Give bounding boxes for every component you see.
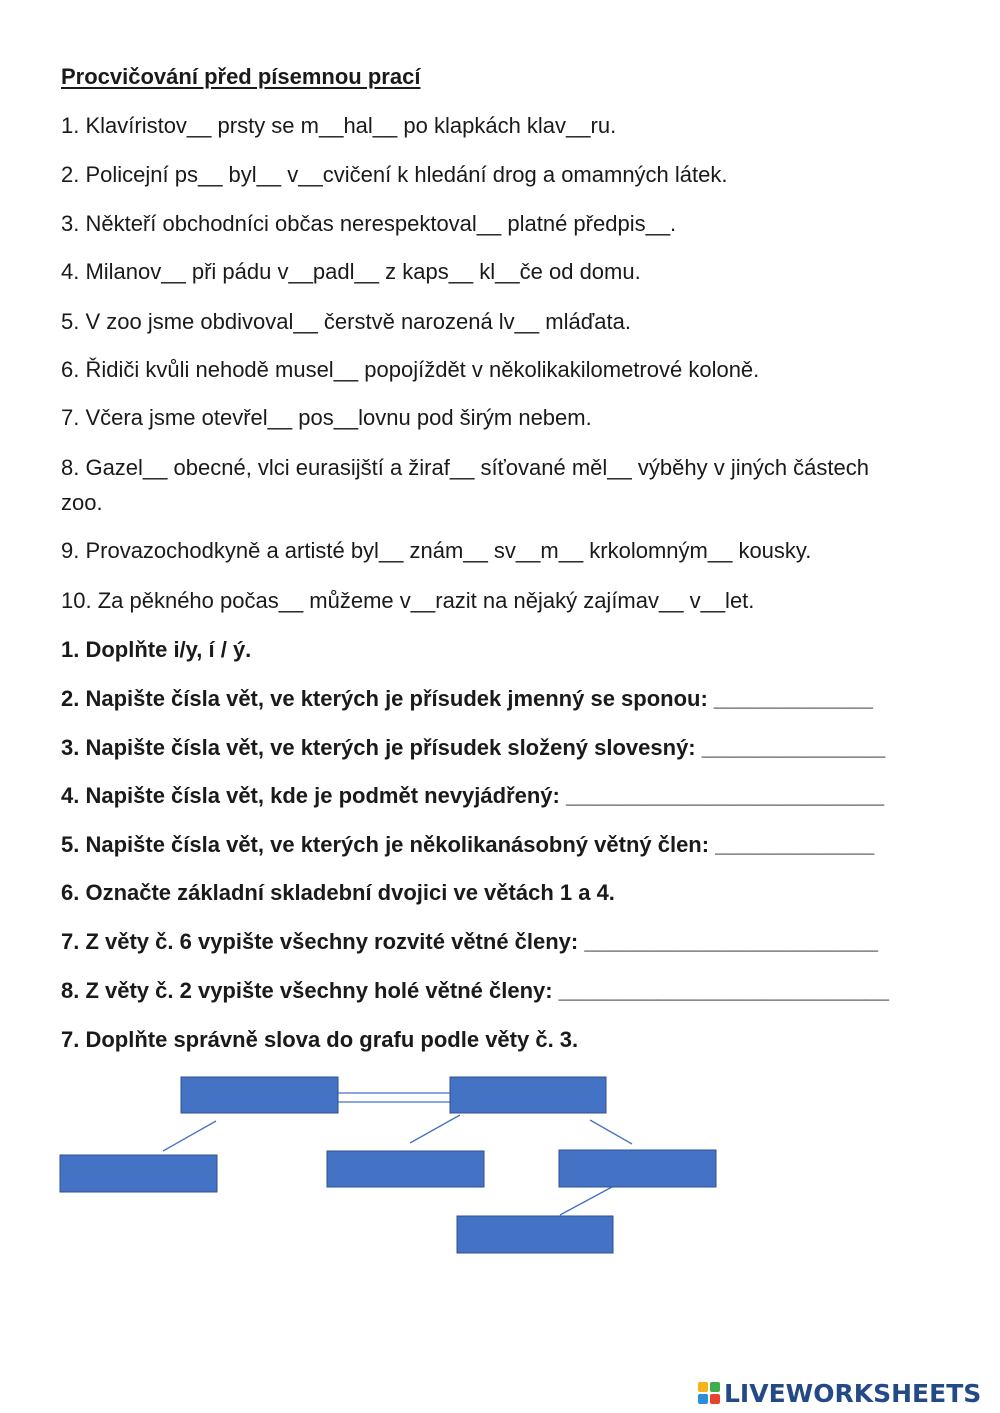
sentence-1: 1. Klavíristov__ prsty se m__hal__ po klapkách klav__ru. [61,113,617,138]
graph-box-bottom[interactable] [457,1216,613,1253]
sentence-3: 3. Někteří obchodníci občas nerespektoval__ platné předpis__. [61,211,677,236]
graph-box-right[interactable] [559,1150,716,1187]
task-7: 7. Z věty č. 6 vypište všechny rozvité větné členy: ________________________ [61,929,879,954]
task-3: 3. Napište čísla vět, ve kterých je přísudek složený slovesný: _______________ [61,735,886,760]
graph-link-bottom [560,1187,612,1215]
task-6: 6. Označte základní skladební dvojici ve větách 1 a 4. [61,880,615,905]
graph-box-subject[interactable] [181,1077,338,1113]
sentence-7: 7. Včera jsme otevřel__ pos__lovnu pod širým nebem. [61,405,592,430]
graph-box-left[interactable] [60,1155,217,1192]
sentence-8: 8. Gazel__ obecné, vlci eurasijští a žiraf__ síťované měl__ výběhy v jiných částech zoo. [61,455,869,515]
sentence-4: 4. Milanov__ při pádu v__padl__ z kaps__ kl__če od domu. [61,259,641,284]
sentence-6: 6. Řidiči kvůli nehodě musel__ popojíždět v několikakilometrové koloně. [61,357,760,382]
liveworksheets-logo-icon [697,1381,721,1405]
liveworksheets-logo [697,1376,981,1410]
page-title: Procvičování před písemnou prací [61,64,421,89]
sentence-5: 5. V zoo jsme obdivoval__ čerstvě narozená lv__ mláďata. [61,309,631,334]
task-2: 2. Napište čísla vět, ve kterých je přísudek jmenný se sponou: _____________ [61,686,873,711]
graph-box-predicate[interactable] [450,1077,606,1113]
sentence-2: 2. Policejní ps__ byl__ v__cvičení k hledání drog a omamných látek. [61,162,728,187]
graph-link-left [163,1121,216,1151]
task-9: 7. Doplňte správně slova do grafu podle věty č. 3. [61,1027,579,1052]
graph-link-center [410,1115,460,1143]
task-5: 5. Napište čísla vět, ve kterých je několikanásobný větný člen: _____________ [61,832,875,857]
sentence-9: 9. Provazochodkyně a artisté byl__ znám__ sv__m__ krkolomným__ kousky. [61,538,812,563]
graph-link-right [590,1120,632,1144]
task-1: 1. Doplňte i/y, í / ý. [61,637,252,662]
sentence-10: 10. Za pěkného počas__ můžeme v__razit na nějaký zajímav__ v__let. [61,588,755,613]
graph-box-center[interactable] [327,1151,484,1187]
task-8: 8. Z věty č. 2 vypište všechny holé větné členy: ___________________________ [61,978,890,1003]
task-4: 4. Napište čísla vět, kde je podmět nevyjádřený: __________________________ [61,783,885,808]
liveworksheets-logo-text: LIVEWORKSHEETS [724,1378,982,1408]
